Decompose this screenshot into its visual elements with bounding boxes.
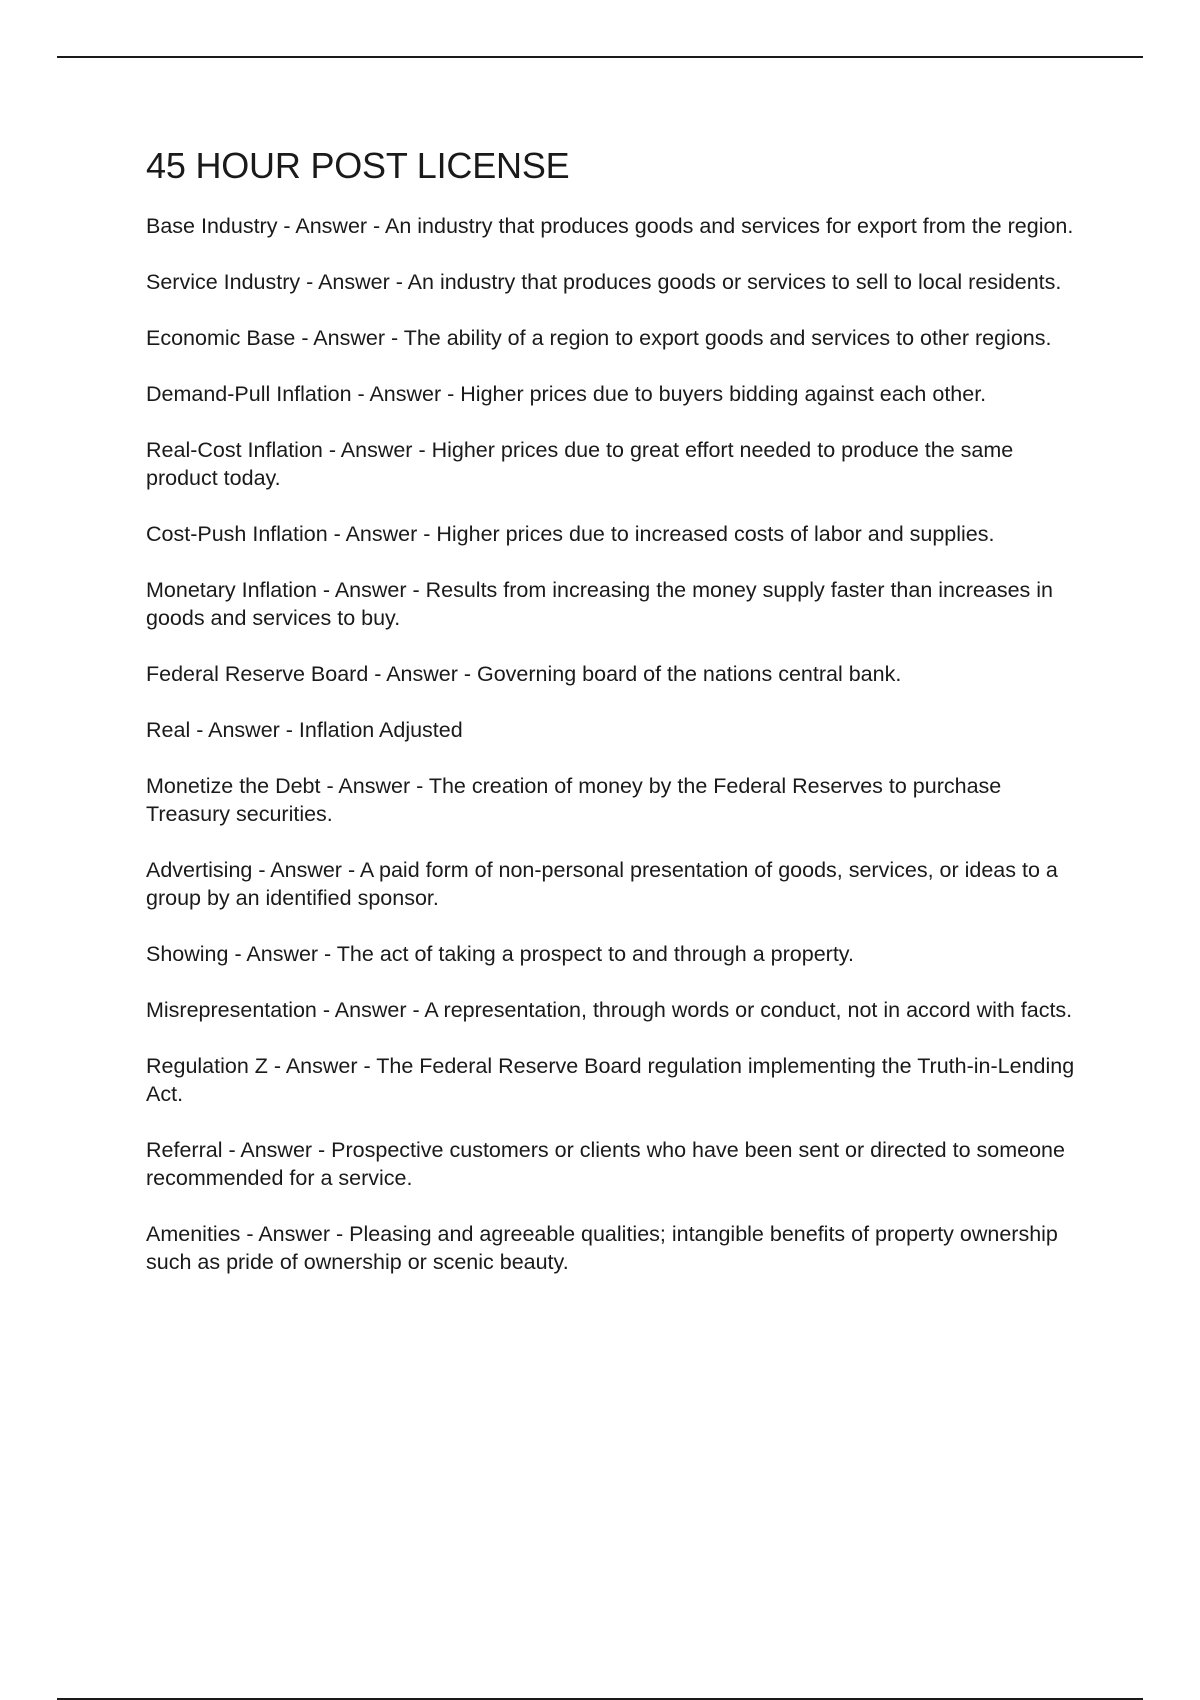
flashcard-entry: Misrepresentation - Answer - A representation, through words or conduct, not in accord with facts. (146, 998, 1073, 1022)
flashcard-entry: Federal Reserve Board - Answer - Governing board of the nations central bank. (146, 662, 902, 686)
flashcard-entry: Referral - Answer - Prospective customers or clients who have been sent or directed to someone recommended for a service. (146, 1138, 1065, 1190)
flashcard-entry: Economic Base - Answer - The ability of a region to export goods and services to other regions. (146, 326, 1052, 350)
page-title: 45 HOUR POST LICENSE (146, 145, 570, 186)
flashcard-entry: Demand-Pull Inflation - Answer - Higher prices due to buyers bidding against each other. (146, 382, 987, 406)
flashcard-entry: Real - Answer - Inflation Adjusted (146, 718, 463, 742)
flashcard-entry: Real-Cost Inflation - Answer - Higher prices due to great effort needed to produce the same product today. (146, 438, 1014, 490)
flashcard-entry: Service Industry - Answer - An industry that produces goods or services to sell to local residents. (146, 270, 1062, 294)
flashcard-entry: Monetize the Debt - Answer - The creation of money by the Federal Reserves to purchase Treasury securities. (146, 774, 1002, 826)
document-body (146, 144, 1086, 1304)
flashcard-entry: Monetary Inflation - Answer - Results from increasing the money supply faster than increases in goods and services to buy. (146, 578, 1053, 630)
flashcard-entry: Regulation Z - Answer - The Federal Reserve Board regulation implementing the Truth-in-Lending Act. (146, 1054, 1075, 1106)
header-rule (57, 56, 1143, 58)
flashcard-entry: Advertising - Answer - A paid form of non-personal presentation of goods, services, or ideas to a group by an identified sponsor. (146, 858, 1058, 910)
flashcard-entry: Showing - Answer - The act of taking a prospect to and through a property. (146, 942, 854, 966)
flashcard-entry: Cost-Push Inflation - Answer - Higher prices due to increased costs of labor and supplies. (146, 522, 995, 546)
flashcard-entry: Amenities - Answer - Pleasing and agreeable qualities; intangible benefits of property ownership such as pride of ownership or scenic beauty. (146, 1222, 1058, 1274)
flashcard-entry: Base Industry - Answer - An industry that produces goods and services for export from the region. (146, 214, 1074, 238)
